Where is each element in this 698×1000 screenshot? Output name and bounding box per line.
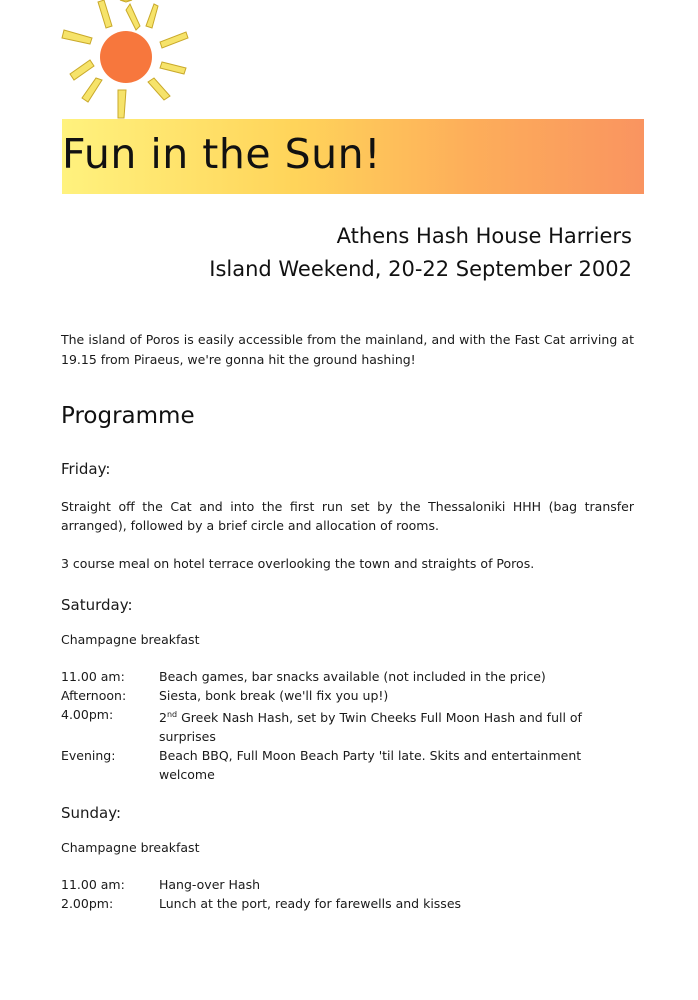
schedule-time: 2.00pm:: [61, 896, 114, 911]
saturday-heading: Saturday:: [61, 596, 133, 614]
schedule-desc: Beach games, bar snacks available (not included in the price): [159, 669, 546, 684]
schedule-row: [61, 705, 634, 746]
schedule-time: 11.00 am:: [61, 669, 125, 684]
sunday-breakfast: Champagne breakfast: [61, 840, 200, 855]
friday-heading: Friday:: [61, 460, 111, 478]
schedule-time: Evening:: [61, 748, 116, 764]
saturday-breakfast: Champagne breakfast: [61, 632, 200, 647]
ordinal-suffix: nd: [166, 710, 178, 719]
title-banner: [62, 119, 644, 194]
schedule-desc: Beach BBQ, Full Moon Beach Party 'til late. Skits and entertainment welcome: [159, 748, 582, 783]
intro-paragraph: The island of Poros is easily accessible from the mainland, and with the Fast Cat arriving at 19.15 from Piraeus, we're gonna hit the ground hashing!: [61, 332, 634, 367]
schedule-desc: Siesta, bonk break (we'll fix you up!): [159, 688, 389, 703]
event-subtitle: [209, 220, 632, 286]
sunday-schedule: [61, 875, 634, 913]
schedule-row: [61, 894, 634, 913]
schedule-desc: Hang-over Hash: [159, 877, 261, 892]
page-title: Fun in the Sun!: [62, 130, 382, 178]
schedule-time: Afternoon:: [61, 688, 127, 703]
schedule-time: 4.00pm:: [61, 707, 114, 722]
event-dates: Island Weekend, 20-22 September 2002: [209, 257, 632, 281]
schedule-time: 11.00 am:: [61, 877, 125, 892]
schedule-desc: Greek Nash Hash, set by Twin Cheeks Full Moon Hash and full of surprises: [159, 710, 582, 745]
sun-icon: [60, 0, 192, 124]
club-name: Athens Hash House Harriers: [336, 224, 632, 248]
friday-para-1: Straight off the Cat and into the first run set by the Thessaloniki HHH (bag transfer arranged), followed by a brief circle and allocation of rooms.: [61, 499, 634, 533]
schedule-row: [61, 746, 634, 784]
ordinal-number: 2: [159, 710, 167, 726]
schedule-row: [61, 875, 634, 894]
schedule-row: [61, 667, 634, 686]
saturday-section: [61, 596, 634, 784]
sunday-heading: Sunday:: [61, 804, 122, 822]
saturday-schedule: [61, 667, 634, 784]
programme-heading: Programme: [61, 403, 195, 429]
schedule-desc: Lunch at the port, ready for farewells and kisses: [159, 896, 462, 911]
schedule-row: [61, 686, 634, 705]
friday-section: [61, 460, 634, 573]
schedule-desc-wrap: [159, 705, 634, 746]
friday-para-2: 3 course meal on hotel terrace overlooking the town and straights of Poros.: [61, 556, 535, 571]
sunday-section: [61, 804, 634, 913]
